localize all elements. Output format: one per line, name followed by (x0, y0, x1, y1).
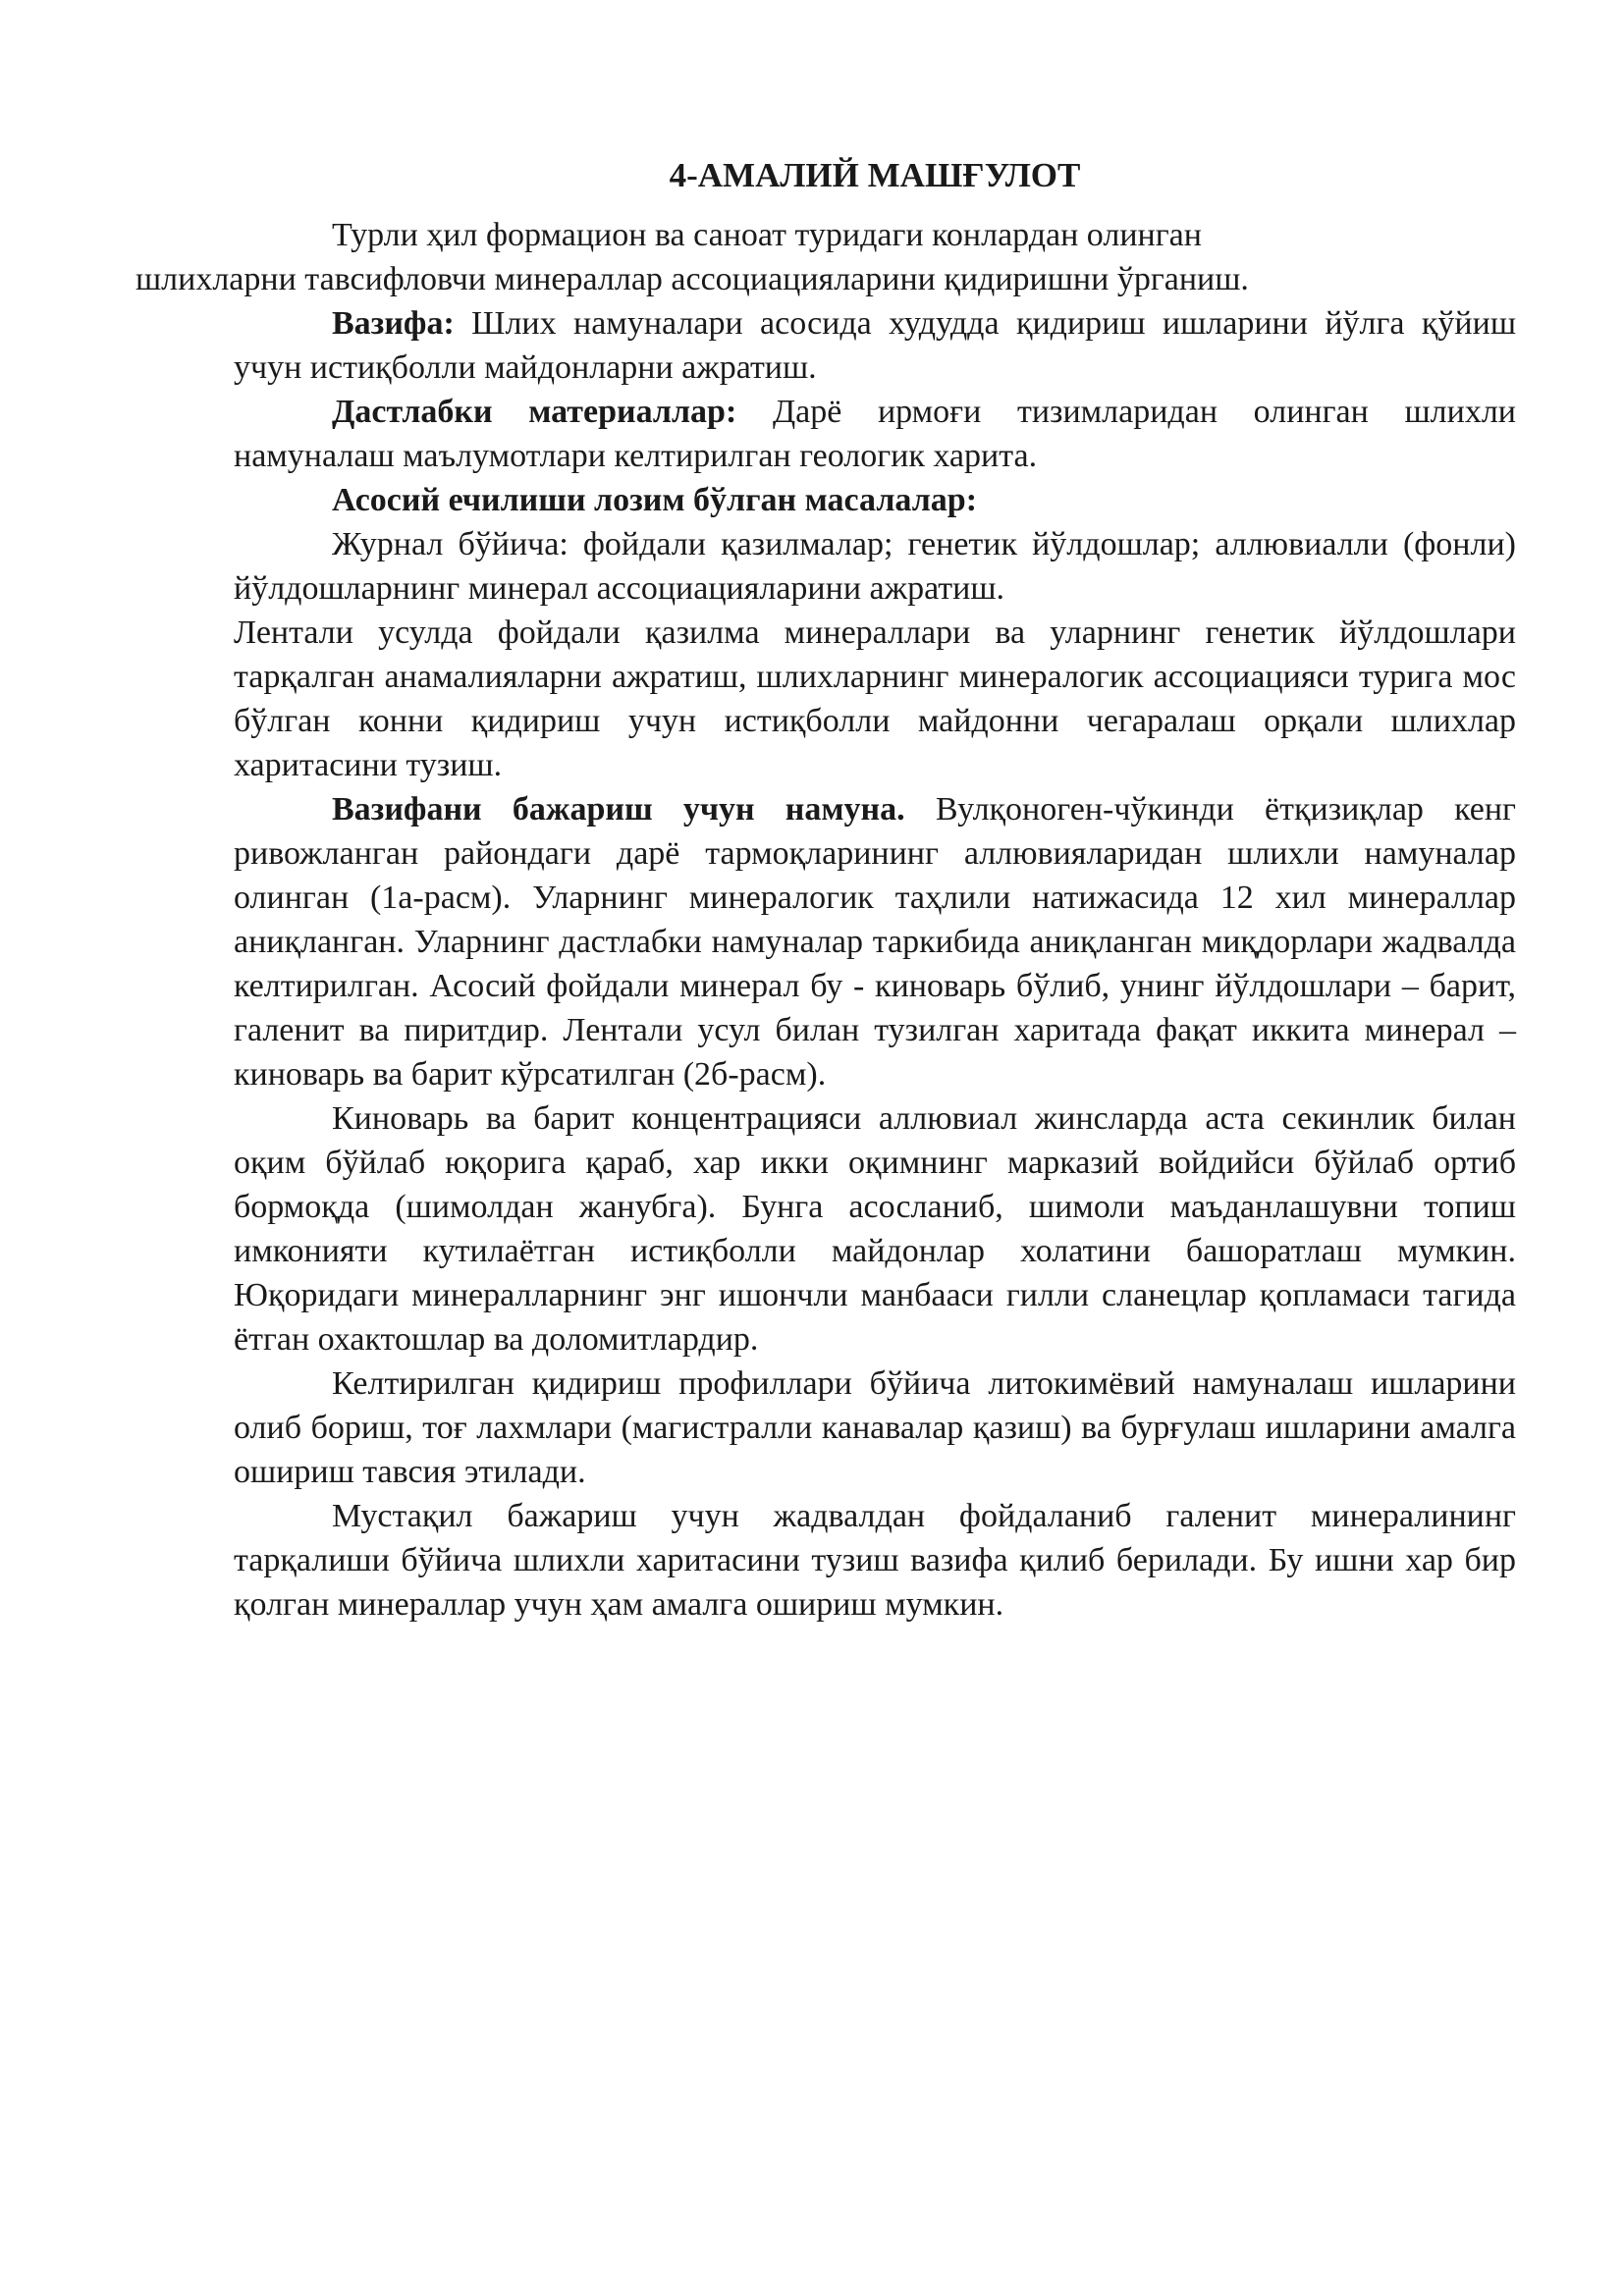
problems-heading (234, 478, 1516, 522)
example-paragraph (234, 787, 1516, 1096)
topic-paragraph (135, 213, 1516, 301)
materials-label: Дастлабки материаллар: (332, 394, 737, 430)
document-body (135, 153, 1516, 1627)
concentration-paragraph: Киноварь ва барит концентрацияси аллювиал жинсларда аста секинлик билан оқим бўйлаб юқорига қараб, хар икки оқимнинг марказий войдийси бўйлаб ортиб бормоқда (шимолдан жанубга). Бунга асосланиб, шимоли маъданлашувни топиш имконияти кутилаётган истиқболли майдонлар холатини башоратлаш мумкин. Юқоридаги минералларнинг энг ишончли манбааси гилли сланецлар қопламаси тагида ётган охактошлар ва доломитлардир. (234, 1100, 1516, 1358)
topic-line-1: Турли ҳил формацион ва саноат туридаги конлардан олинган (332, 217, 1202, 253)
example-text: Вулқоноген-чўкинди ётқизиқлар кенг ривожланган райондаги дарё тармоқларининг аллювияларидан шлихли намуналар олинган (1а-расм). Уларнинг минералогик таҳлили натижасида 12 хил минераллар аниқланган. Уларнинг дастлабки намуналар таркибида аниқланган миқдорлари жадвалда келтирилган. Асосий фойдали минерал бу - киноварь бўлиб, унинг йўлдошлари – барит, галенит ва пиритдир. Лентали усул билан тузилган харитада фақат иккита минерал – киноварь ва барит кўрсатилган (2б-расм). (234, 791, 1516, 1093)
page-title: 4-АМАЛИЙ МАШҒУЛОТ (669, 156, 1081, 194)
problems-item-1: Журнал бўйича: фойдали қазилмалар; генетик йўлдошлар; аллювиалли (фонли) йўлдошларнинг минерал ассоциацияларини ажратиш. (234, 526, 1516, 607)
topic-line-2: шлихларни тавсифловчи минераллар ассоциацияларини қидиришни ўрганиш. (135, 261, 1249, 297)
task-paragraph (234, 301, 1516, 390)
task-label: Вазифа: (332, 305, 455, 342)
problems-item-2: Лентали усулда фойдали қазилма минераллари ва уларнинг генетик йўлдошлари тарқалган анамалияларни ажратиш, шлихларнинг минералогик ассоциацияси турига мос бўлган конни қидириш учун истиқболли майдонни чегаралаш орқали шлихлар харитасини тузиш. (234, 614, 1516, 783)
recommendation-paragraph: Келтирилган қидириш профиллари бўйича литокимёвий намуналаш ишларини олиб бориш, тоғ лахмлари (магистралли канавалар қазиш) ва бурғулаш ишларини амалга ошириш тавсия этилади. (234, 1365, 1516, 1490)
independent-work-paragraph: Мустақил бажариш учун жадвалдан фойдаланиб галенит минералининг тарқалиши бўйича шлихли харитасини тузиш вазифа қилиб берилади. Бу ишни хар бир қолган минераллар учун ҳам амалга ошириш мумкин. (234, 1498, 1516, 1623)
materials-text: Дарё ирмоғи тизимларидан олинган шлихли намуналаш маълумотлари келтирилган геологик харита. (234, 394, 1516, 474)
materials-paragraph (234, 390, 1516, 478)
task-text: Шлих намуналари асосида худудда қидириш ишларини йўлга қўйиш учун истиқболли майдонларни ажратиш. (234, 305, 1516, 386)
problems-label: Асосий ечилиши лозим бўлган масалалар: (332, 482, 978, 518)
example-label: Вазифани бажариш учун намуна. (332, 791, 905, 828)
